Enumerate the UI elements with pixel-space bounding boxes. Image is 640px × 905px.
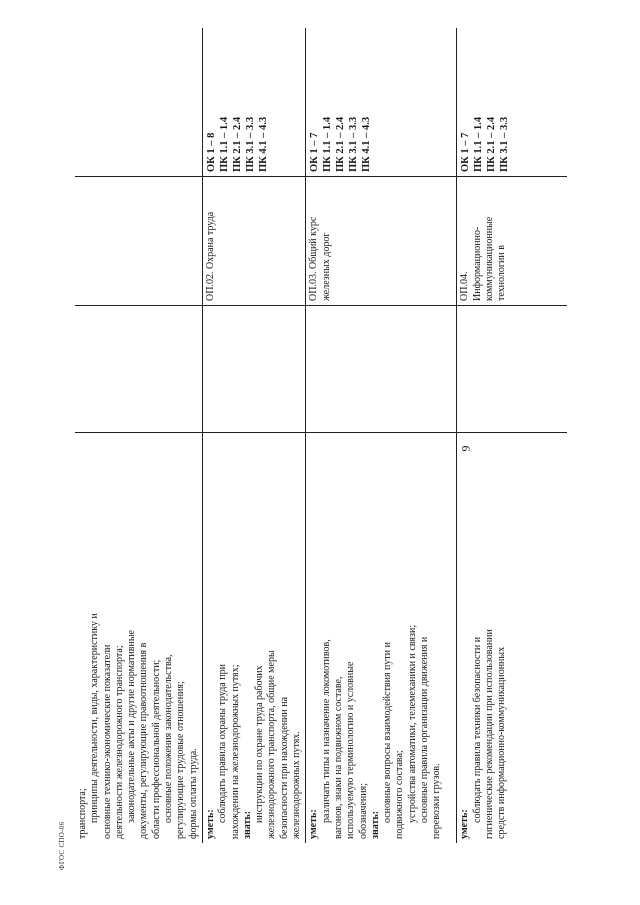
competency-code: ПК 3.1 – 3.3 [244, 116, 256, 172]
competency-codes-cell [457, 28, 567, 177]
text-line: основные правила организации движения и [419, 636, 431, 823]
text-line: перевозки грузов. [431, 763, 443, 839]
text-line: формы оплаты труда. [187, 748, 199, 839]
text-line: гигиенические рекомендации при использовании [483, 629, 495, 839]
text-line: безопасности при нахождении на [278, 696, 290, 839]
content-cell [202, 433, 305, 844]
hours-cell [457, 306, 567, 433]
competency-code: ПК 2.1 – 2.4 [335, 116, 347, 172]
text-line: деятельности железнодорожного транспорта; [113, 645, 125, 839]
competency-codes-cell [306, 28, 457, 177]
table-row [306, 28, 457, 843]
footer-code: ФГОС СПО-06 [58, 821, 66, 870]
text-line: основные вопросы взаимодействия пути и [382, 642, 394, 823]
discipline-cell [457, 177, 567, 306]
discipline-name: ОП.03. Общий курс [308, 216, 320, 301]
hours-cell [75, 306, 202, 433]
competency-codes-cell [202, 28, 305, 177]
competency-code: ОК 1 – 8 [205, 132, 217, 172]
discipline-name: Информационно- [471, 226, 483, 301]
competency-code: ПК 3.1 – 3.3 [499, 116, 511, 172]
competency-codes-cell [75, 28, 202, 177]
discipline-name: ОП.02. Охрана труда [204, 211, 216, 301]
competency-code: ПК 2.1 – 2.4 [486, 116, 498, 172]
competency-code: ПК 1.1 – 1.4 [473, 116, 485, 172]
content-cell [306, 433, 457, 844]
competency-code: ПК 4.1 – 4.3 [361, 116, 373, 172]
text-line: законодательные акты и другие нормативные [126, 630, 138, 823]
discipline-name: технологии в [496, 245, 508, 301]
text-line: соблюдать правила охраны труда при [217, 664, 229, 823]
competency-code: ОК 1 – 7 [309, 132, 321, 172]
umet-heading: уметь: [204, 809, 216, 839]
discipline-name: железных дорог [320, 232, 332, 301]
text-line: регулирующие трудовые отношения; [175, 681, 187, 839]
competency-code: ПК 2.1 – 2.4 [231, 116, 243, 172]
text-line: принципы деятельности, виды, характеристику и [89, 613, 101, 823]
table-row [75, 28, 202, 843]
text-line: транспорта; [77, 788, 88, 839]
competency-code: ПК 4.1 – 4.3 [257, 116, 269, 172]
competency-code: ПК 3.1 – 3.3 [348, 116, 360, 172]
text-line: обозначения; [357, 783, 369, 839]
znat-heading: знать: [369, 810, 381, 839]
discipline-cell [306, 177, 457, 306]
umet-heading: уметь: [459, 809, 471, 839]
table-row [202, 28, 305, 843]
text-line: железнодорожных путях. [291, 731, 303, 839]
text-line: железнодорожного транспорта, общие меры [266, 650, 278, 839]
discipline-name: коммуникационные [483, 216, 495, 301]
competency-code: ОК 1 – 7 [460, 132, 472, 172]
discipline-cell [75, 177, 202, 306]
curriculum-table [75, 28, 567, 843]
text-line: области профессиональной деятельности; [150, 659, 162, 839]
text-line: различать типы и назначение локомотивов, [320, 639, 332, 823]
hours-cell [306, 306, 457, 433]
text-line: подвижного состава; [394, 750, 406, 839]
competency-code: ПК 1.1 – 1.4 [218, 116, 230, 172]
hours-cell [202, 306, 305, 433]
text-line: основные технико-экономические показатели [101, 644, 113, 839]
text-line: нахождении на железнодорожных путях; [229, 664, 241, 839]
competency-code: ПК 1.1 – 1.4 [322, 116, 334, 172]
text-line: соблюдать правила техники безопасности и [471, 636, 483, 823]
discipline-cell [202, 177, 305, 306]
znat-heading: знать: [241, 810, 253, 839]
text-line: устройства автоматики, телемеханики и связи; [406, 624, 418, 823]
discipline-name: ОП.04. [459, 271, 471, 301]
text-line: вагонов, знаки на подвижном составе, [332, 676, 344, 839]
content-cell [75, 433, 202, 844]
text-line: документы, регулирующие правоотношения в [138, 642, 150, 839]
page-number: 9 [458, 445, 473, 452]
text-line: инструкции по охране труда рабочих [254, 665, 266, 823]
text-line: основные положения законодательства, [163, 654, 175, 823]
text-line: средств информационно-коммуникационных [496, 646, 508, 839]
umet-heading: уметь: [308, 809, 320, 839]
content-cell [457, 433, 567, 844]
text-line: используемую терминологию и условные [345, 661, 357, 839]
table-row [457, 28, 567, 843]
